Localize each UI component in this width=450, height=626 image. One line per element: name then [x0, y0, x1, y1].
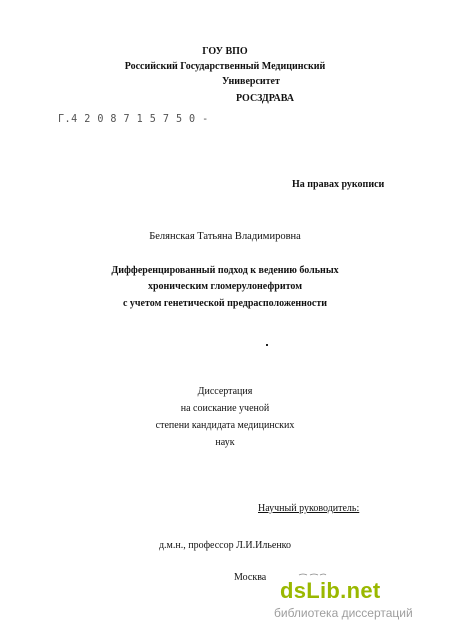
degree-line-2: степени кандидата медицинских: [155, 420, 295, 431]
manuscript-rights: На правах рукописи: [292, 179, 385, 190]
watermark: [270, 578, 446, 624]
ministry-name: РОСЗДРАВА: [236, 93, 295, 104]
thesis-title-line-1: Дифференцированный подход к ведению больных: [111, 265, 339, 276]
org-name: ГОУ ВПО: [202, 46, 248, 57]
university-name: Российский Государственный Медицинский: [124, 61, 326, 72]
author-name: Белянская Татьяна Владимировна: [149, 231, 301, 242]
university-word: Университет: [222, 76, 280, 87]
stray-dot: [266, 344, 268, 346]
library-stamp: Г.4 2 0 8 7 1 5 7 5 0 -: [58, 112, 209, 125]
degree-line-1: на соискание ученой: [180, 403, 270, 414]
supervisor-label: Научный руководитель:: [258, 503, 360, 514]
degree-line-3: наук: [215, 437, 235, 448]
thesis-title-line-2: хроническим гломерулонефритом: [147, 281, 303, 292]
watermark-logo: dsLib.net: [280, 578, 381, 603]
watermark-subtitle: библиотека диссертаций: [274, 606, 413, 620]
dissertation-label: Диссертация: [197, 386, 253, 397]
thesis-title-line-3: с учетом генетической предрасположенности: [122, 298, 328, 309]
supervisor-name: д.м.н., профессор Л.И.Ильенко: [158, 540, 292, 551]
city-year: Москва: [234, 572, 267, 583]
